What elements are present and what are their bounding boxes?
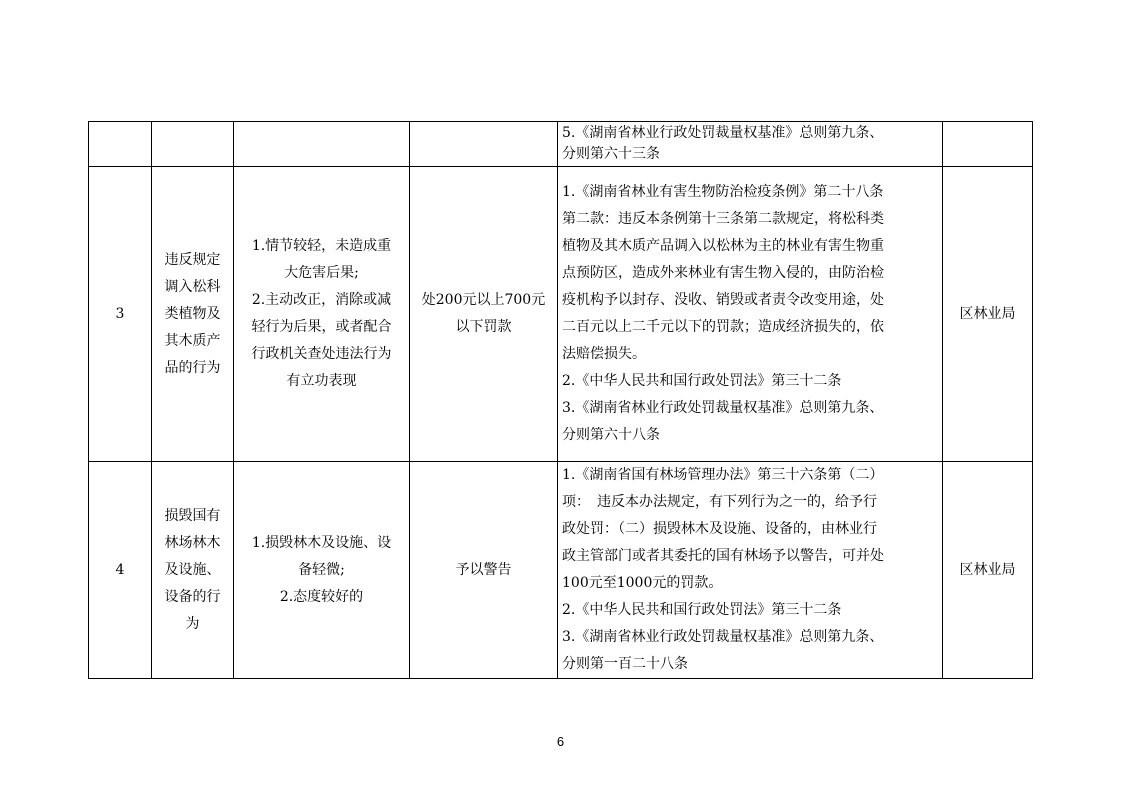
violation-name-line: 林场林木 — [164, 534, 221, 551]
row-number: 4 — [115, 561, 125, 578]
legal-basis-cell — [558, 462, 943, 679]
condition-line: 轻行为后果，或者配合 — [251, 319, 392, 335]
violation-name-line: 及设施、 — [164, 561, 221, 578]
basis-line: 点预防区，造成外来林业有害生物入侵的，由防治检 — [562, 265, 884, 281]
condition-line: 2.主动改正，消除或减 — [251, 292, 392, 308]
table-row — [89, 167, 1033, 462]
basis-line: 政主管部门或者其委托的国有林场予以警告，可并处 — [562, 548, 884, 564]
penalty-table — [88, 121, 1033, 679]
agency-cell — [943, 462, 1033, 679]
condition-line: 备轻微; — [298, 561, 345, 578]
basis-line: 植物及其木质产品调入以松林为主的林业有害生物重 — [562, 238, 884, 254]
penalty-line: 处200元以上700元 — [421, 292, 546, 308]
basis-line: 1.《湖南省林业有害生物防治检疫条例》第二十八条 — [562, 184, 884, 200]
legal-basis-cell — [558, 167, 943, 462]
violation-name-line: 类植物及 — [164, 305, 221, 322]
basis-line: 项： 违反本办法规定，有下列行为之一的，给予行 — [562, 494, 877, 510]
basis-line: 法赔偿损失。 — [562, 346, 646, 362]
violation-name-line: 其木质产 — [164, 332, 221, 349]
basis-line: 2.《中华人民共和国行政处罚法》第三十二条 — [562, 602, 842, 618]
basis-line: 政处罚：（二）损毁林木及设施、设备的，由林业行 — [562, 521, 877, 537]
basis-line: 5.《湖南省林业行政处罚裁量权基准》总则第九条、 — [562, 125, 884, 141]
violation-name-line: 设备的行 — [164, 588, 221, 605]
legal-basis-cell — [558, 122, 943, 167]
violation-name-line: 品的行为 — [164, 359, 221, 376]
penalty-cell — [410, 462, 558, 679]
basis-line: 分则第六十八条 — [562, 427, 660, 443]
violation-name-line: 调入松科 — [164, 278, 221, 295]
condition-line: 1.损毁林木及设施、设 — [251, 534, 392, 551]
basis-line: 二百元以上二千元以下的罚款；造成经济损失的，依 — [562, 319, 884, 335]
condition-line: 1.情节较轻，未造成重 — [251, 238, 392, 254]
agency-label: 区林业局 — [959, 561, 1016, 578]
basis-line: 疫机构予以封存、没收、销毁或者责令改变用途，处 — [562, 292, 884, 308]
penalty-cell — [410, 122, 558, 167]
row-number-cell — [89, 167, 152, 462]
basis-line: 分则第六十三条 — [562, 146, 660, 162]
condition-cell — [234, 122, 410, 167]
agency-label: 区林业局 — [959, 305, 1016, 322]
basis-line: 分则第一百二十八条 — [562, 656, 688, 672]
violation-name-cell — [152, 462, 234, 679]
violation-name-line: 损毁国有 — [164, 507, 221, 524]
violation-name-cell — [152, 122, 234, 167]
penalty-cell — [410, 167, 558, 462]
condition-cell — [234, 462, 410, 679]
basis-line: 3.《湖南省林业行政处罚裁量权基准》总则第九条、 — [562, 400, 884, 416]
table-row — [89, 122, 1033, 167]
agency-cell — [943, 122, 1033, 167]
page-number: 6 — [556, 734, 565, 749]
basis-line: 100元至1000元的罚款。 — [562, 575, 723, 591]
row-number: 3 — [115, 305, 125, 322]
condition-line: 行政机关查处违法行为 — [251, 346, 392, 362]
table-row — [89, 462, 1033, 679]
row-number-cell — [89, 122, 152, 167]
basis-line: 3.《湖南省林业行政处罚裁量权基准》总则第九条、 — [562, 629, 884, 645]
penalty-line: 予以警告 — [455, 561, 512, 578]
row-number-cell — [89, 462, 152, 679]
penalty-line: 以下罚款 — [455, 319, 512, 335]
violation-name-line: 违反规定 — [164, 251, 221, 268]
violation-name-cell — [152, 167, 234, 462]
violation-name-line: 为 — [185, 615, 200, 632]
condition-line: 大危害后果; — [284, 265, 359, 281]
condition-line: 有立功表现 — [286, 373, 357, 389]
agency-cell — [943, 167, 1033, 462]
basis-line: 1.《湖南省国有林场管理办法》第三十六条第（二） — [562, 467, 884, 483]
basis-line: 第二款：违反本条例第十三条第二款规定，将松科类 — [562, 211, 884, 227]
condition-line: 2.态度较好的 — [279, 588, 364, 605]
condition-cell — [234, 167, 410, 462]
basis-line: 2.《中华人民共和国行政处罚法》第三十二条 — [562, 373, 842, 389]
